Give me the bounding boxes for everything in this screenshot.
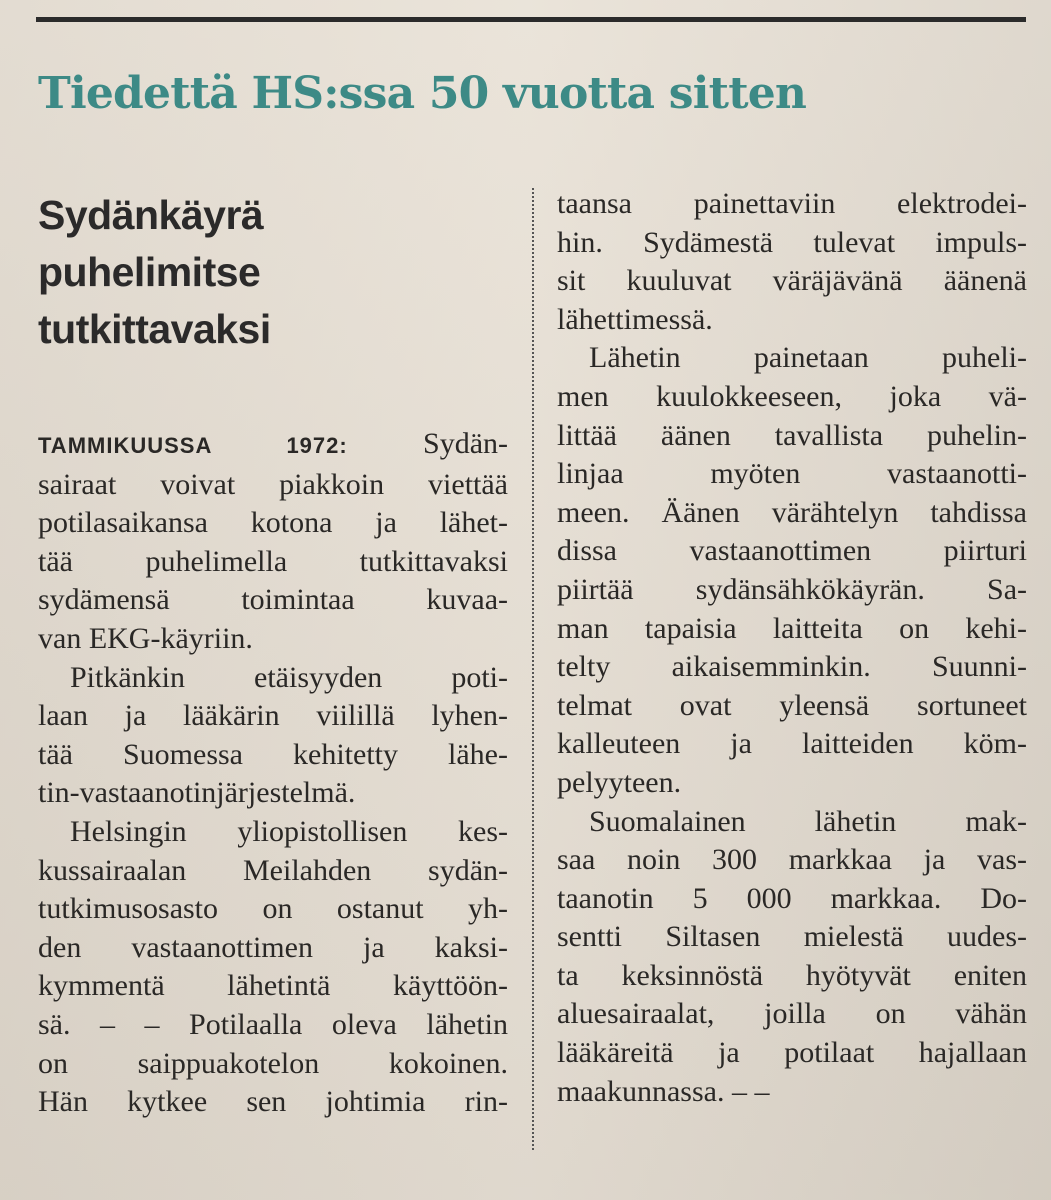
body-line: sairaat voivat piakkoin viettää bbox=[38, 467, 508, 501]
body-line: sentti Siltasen mielestä uudes- bbox=[557, 920, 1027, 954]
headline-line: tutkittavaksi bbox=[38, 306, 271, 352]
article-headline bbox=[38, 187, 508, 358]
body-line: potilasaikansa kotona ja lähet- bbox=[38, 506, 508, 540]
column-divider bbox=[532, 188, 534, 1150]
body-line: telmat ovat yleensä sortuneet bbox=[557, 688, 1027, 722]
body-line: tää puhelimella tutkittavaksi bbox=[38, 544, 508, 578]
body-line: Suomalainen lähetin mak- bbox=[589, 804, 1027, 838]
body-line: maakunnassa. – – bbox=[557, 1074, 770, 1108]
body-line: meen. Äänen värähtelyn tahdissa bbox=[557, 495, 1027, 529]
body-line: Helsingin yliopistollisen kes- bbox=[70, 814, 508, 848]
body-line: taanotin 5 000 markkaa. Do- bbox=[557, 881, 1027, 915]
body-line: man tapaisia laitteita on kehi- bbox=[557, 611, 1027, 645]
body-line: piirtää sydänsähkökäyrän. Sa- bbox=[557, 572, 1027, 606]
body-line: lääkäreitä ja potilaat hajallaan bbox=[557, 1036, 1027, 1070]
body-line: TAMMIKUUSSA 1972: Sydän- bbox=[38, 427, 508, 460]
body-line: tin-vastaanotinjärjestelmä. bbox=[38, 776, 356, 810]
headline-line: puhelimitse bbox=[38, 249, 261, 295]
body-line: van EKG-käyriin. bbox=[38, 621, 253, 655]
body-line: tutkimusosasto on ostanut yh- bbox=[38, 892, 508, 926]
body-line: sydämensä toimintaa kuvaa- bbox=[38, 583, 508, 617]
body-line: laan ja lääkärin viilillä lyhen- bbox=[38, 699, 508, 733]
body-line: saa noin 300 markkaa ja vas- bbox=[557, 843, 1027, 877]
section-title: Tiedettä HS:ssa 50 vuotta sitten bbox=[38, 68, 807, 119]
body-line: aluesairaalat, joilla on vähän bbox=[557, 997, 1027, 1031]
left-column-body bbox=[38, 425, 508, 1122]
body-line: kymmentä lähetintä käyttöön- bbox=[38, 969, 508, 1003]
body-line: hin. Sydämestä tulevat impuls- bbox=[557, 225, 1027, 259]
body-line: kalleuteen ja laitteiden köm- bbox=[557, 727, 1027, 761]
body-line: ta keksinnöstä hyötyvät eniten bbox=[557, 958, 1027, 992]
body-line: pelyyteen. bbox=[557, 765, 682, 799]
right-column-body bbox=[557, 185, 1027, 1111]
body-line: taansa painettaviin elektrodei- bbox=[557, 187, 1027, 220]
body-line: Hän kytkee sen johtimia rin- bbox=[38, 1085, 508, 1119]
dateline-kicker: TAMMIKUUSSA 1972: bbox=[38, 433, 348, 458]
headline-line: Sydänkäyrä bbox=[38, 192, 264, 238]
body-line: telty aikaisemminkin. Suunni- bbox=[557, 650, 1027, 684]
body-line: dissa vastaanottimen piirturi bbox=[557, 534, 1027, 568]
body-line: men kuulokkeeseen, joka vä- bbox=[557, 379, 1027, 413]
body-line: sit kuuluvat väräjävänä äänenä bbox=[557, 264, 1027, 298]
body-line: tää Suomessa kehitetty lähe- bbox=[38, 737, 508, 771]
body-line: linjaa myöten vastaanotti- bbox=[557, 457, 1027, 491]
body-line: lähettimessä. bbox=[557, 302, 713, 336]
body-line: littää äänen tavallista puhelin- bbox=[557, 418, 1027, 452]
body-line: on saippuakotelon kokoinen. bbox=[38, 1046, 508, 1080]
body-line: sä. – – Potilaalla oleva lähetin bbox=[38, 1007, 508, 1041]
body-line: kussairaalan Meilahden sydän- bbox=[38, 853, 508, 887]
body-line: den vastaanottimen ja kaksi- bbox=[38, 930, 508, 964]
body-line: Lähetin painetaan puheli- bbox=[589, 341, 1027, 375]
body-line: Pitkänkin etäisyyden poti- bbox=[70, 660, 508, 694]
top-rule bbox=[36, 17, 1026, 22]
